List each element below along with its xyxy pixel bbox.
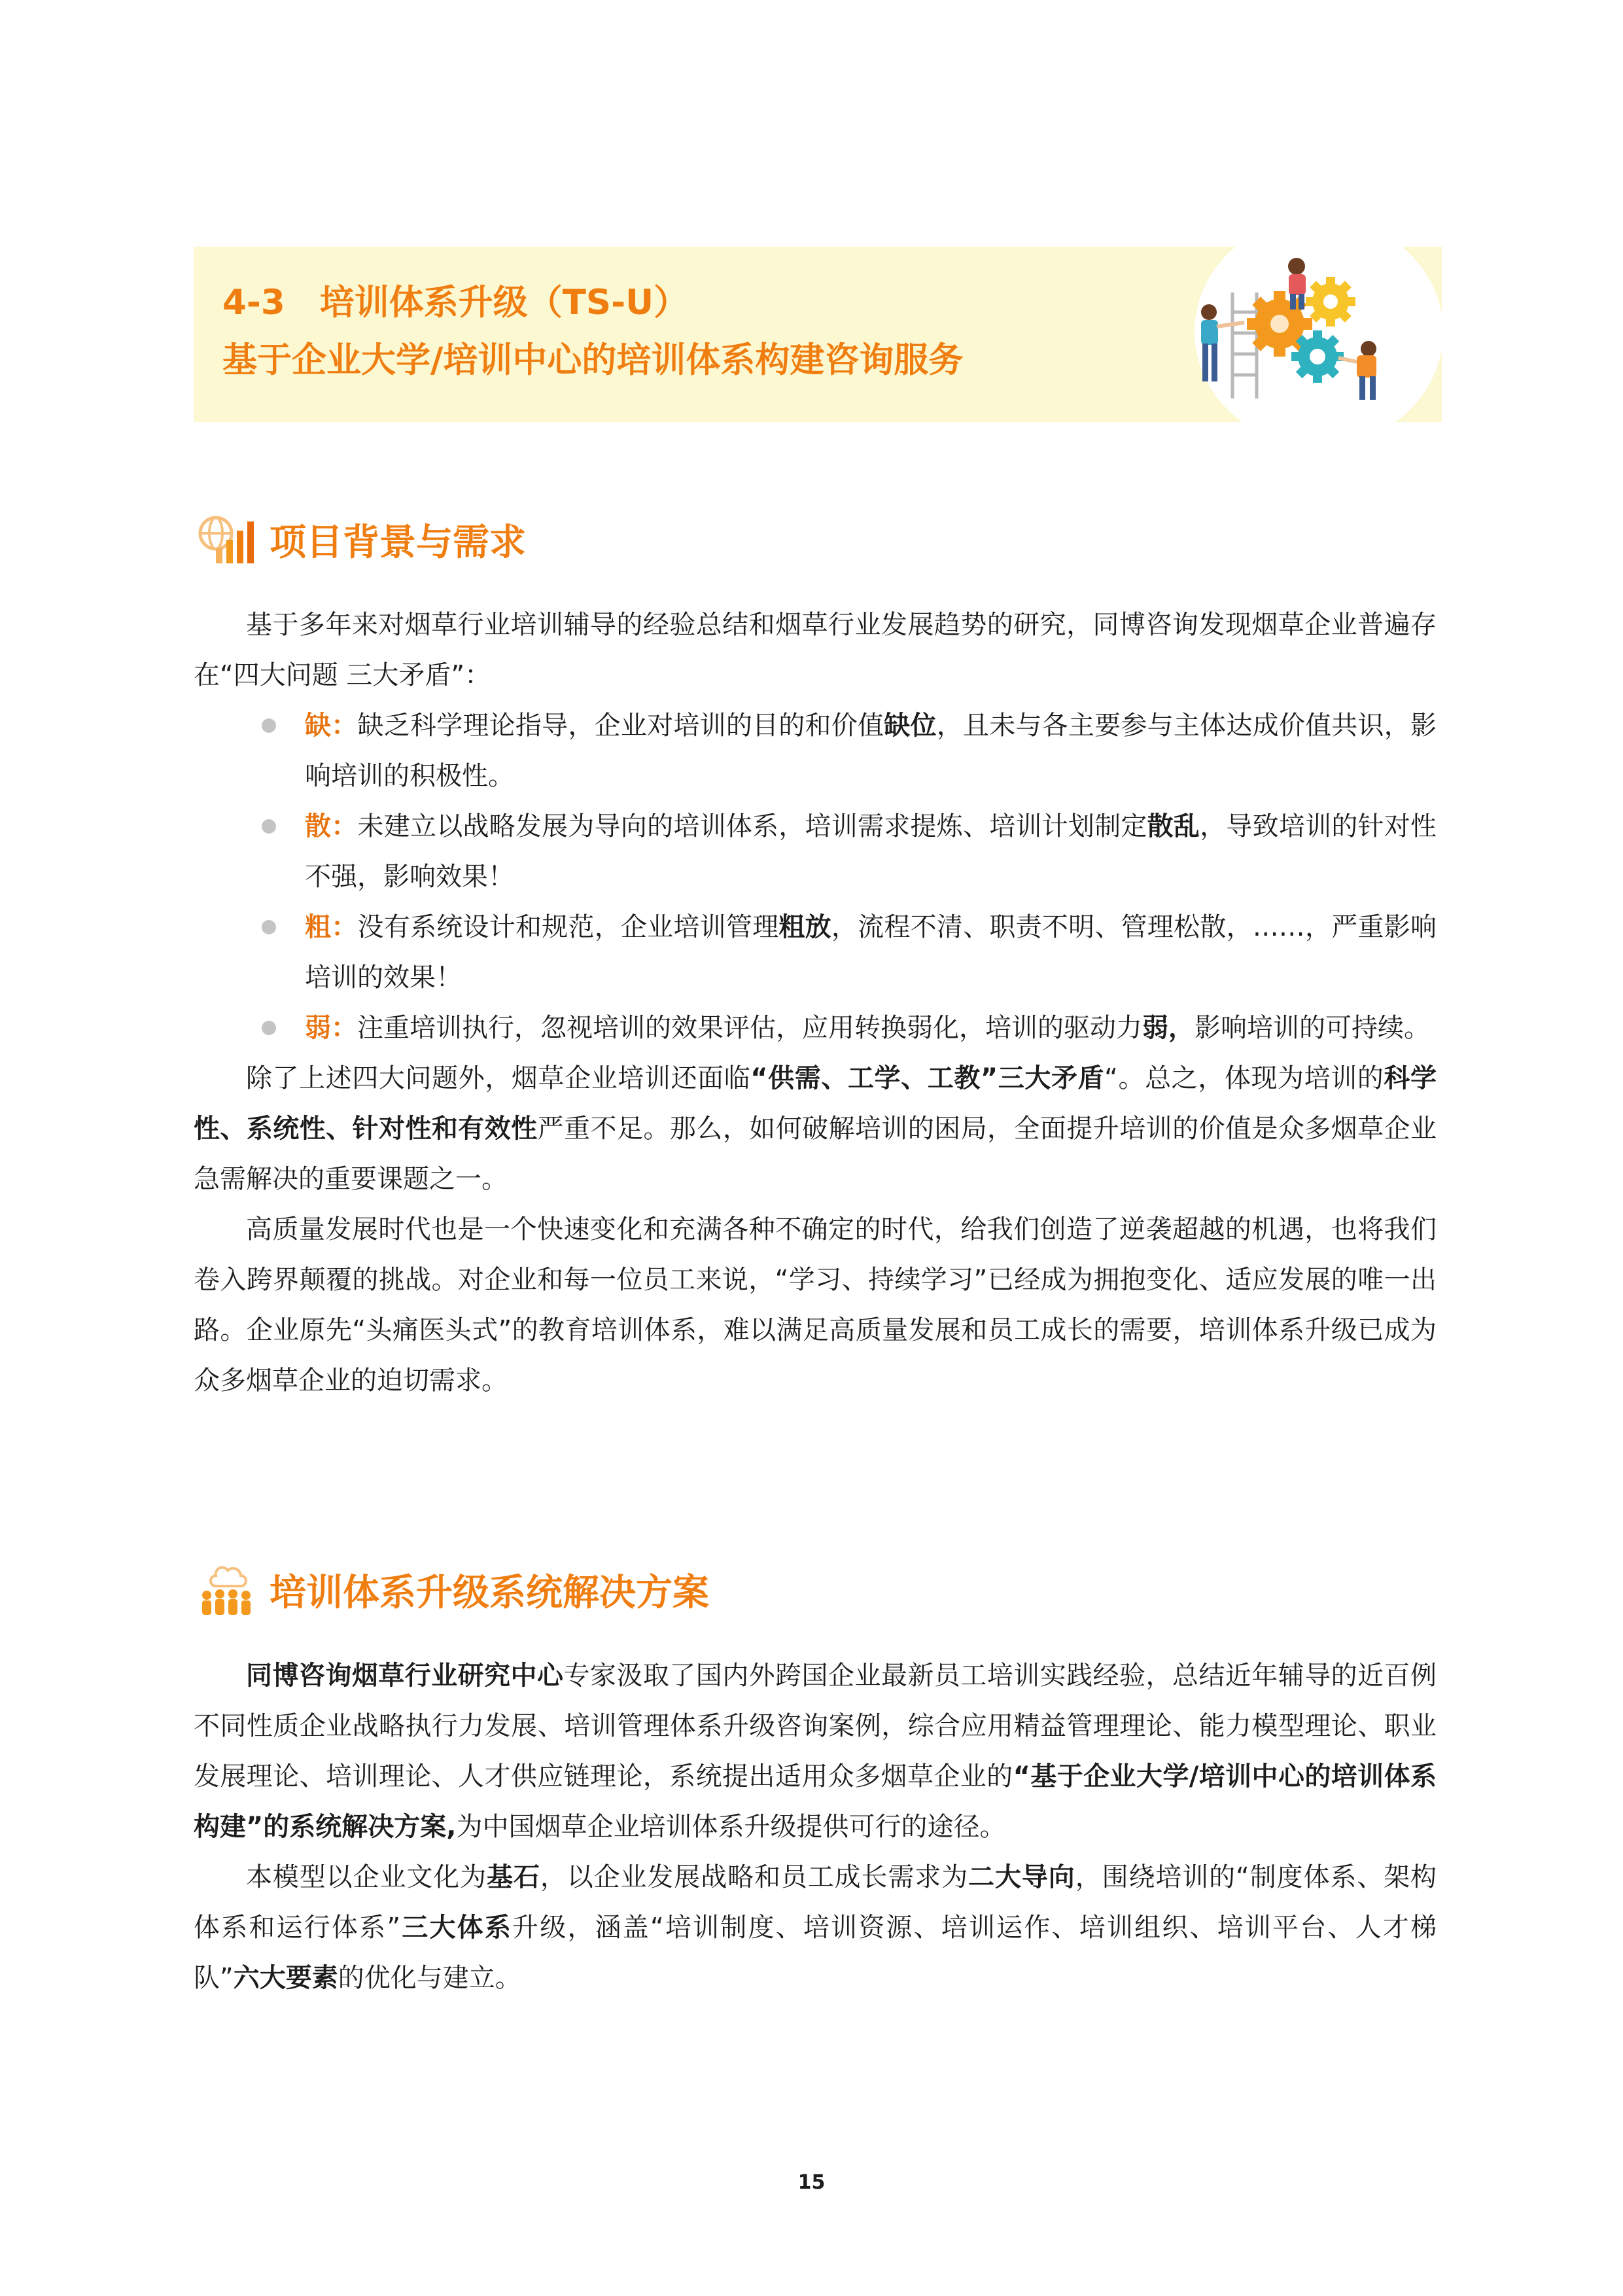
contradictions-paragraph: 除了上述四大问题外，烟草企业培训还面临“供需、工学、工教”三大矛盾“。总之，体现为培训的科学性、系统性、针对性和有效性严重不足。那么，如何破解培训的困局，全面提升培训的价值是众多烟草企业急需解决的重要课题之一。 (194, 1063, 1437, 1194)
globe-bar-chart-icon (196, 514, 256, 566)
banner-heading (222, 274, 963, 389)
intro-paragraph: 基于多年来对烟草行业培训辅导的经验总结和烟草行业发展趋势的研究，同博咨询发现烟草企业普遍存在“四大问题 三大矛盾”： (194, 610, 1437, 690)
section-heading-solution (196, 1564, 709, 1616)
list-item: 缺：缺乏科学理论指导，企业对培训的目的和价值缺位，且未与各主要参与主体达成价值共识，影响培训的积极性。 (194, 701, 1437, 802)
bullet-dot (262, 819, 276, 834)
section-title: 项目背景与需求 (270, 521, 526, 564)
model-paragraph: 本模型以企业文化为基石，以企业发展战略和员工成长需求为二大导向，围绕培训的“制度体系、架构体系和运行体系”三大体系升级，涵盖“培训制度、培训资源、培训运作、培训组织、培训平台、人才梯队”六大要素的优化与建立。 (194, 1862, 1437, 1993)
banner-title: 4-3 培训体系升级（TS-U） (222, 283, 689, 323)
section-banner (194, 247, 1442, 422)
section-title: 培训体系升级系统解决方案 (270, 1572, 709, 1614)
solution-paragraph: 同博咨询烟草行业研究中心专家汲取了国内外跨国企业最新员工培训实践经验，总结近年辅导的近百例不同性质企业战略执行力发展、培训管理体系升级咨询案例，综合应用精益管理理论、能力模型理论、职业发展理论、培训理论、人才供应链理论，系统提出适用众多烟草企业的“基于企业大学/培训中心的培训体系构建”的系统解决方案,为中国烟草企业培训体系升级提供可行的途径。 (194, 1661, 1437, 1842)
list-item: 散：未建立以战略发展为导向的培训体系，培训需求提炼、培训计划制定散乱，导致培训的针对性不强，影响效果！ (194, 802, 1437, 902)
banner-subtitle: 基于企业大学/培训中心的培训体系构建咨询服务 (222, 340, 964, 380)
era-paragraph: 高质量发展时代也是一个快速变化和充满各种不确定的时代，给我们创造了逆袭超越的机遇，也将我们卷入跨界颠覆的挑战。对企业和每一位员工来说，“学习、持续学习”已经成为拥抱变化、适应发展的唯一出路。企业原先“头痛医头式”的教育培训体系，难以满足高质量发展和员工成长的需要，培训体系升级已成为众多烟草企业的迫切需求。 (194, 1214, 1437, 1396)
bullet-dot (262, 920, 276, 934)
list-item: 粗：没有系统设计和规范，企业培训管理粗放，流程不清、职责不明、管理松散，……，严重影响培训的效果！ (194, 902, 1437, 1003)
bullet-dot (262, 1021, 276, 1035)
section-heading-background (196, 514, 526, 566)
section-solution-body (194, 1651, 1437, 2004)
page-number: 15 (797, 2171, 826, 2194)
team-cloud-icon (196, 1564, 256, 1616)
bullet-dot (262, 718, 276, 733)
section-background-body (194, 600, 1437, 1406)
gears-teamwork-illustration (1123, 247, 1442, 422)
list-item: 弱：注重培训执行，忽视培训的效果评估，应用转换弱化，培训的驱动力弱，影响培训的可持续。 (194, 1003, 1437, 1053)
